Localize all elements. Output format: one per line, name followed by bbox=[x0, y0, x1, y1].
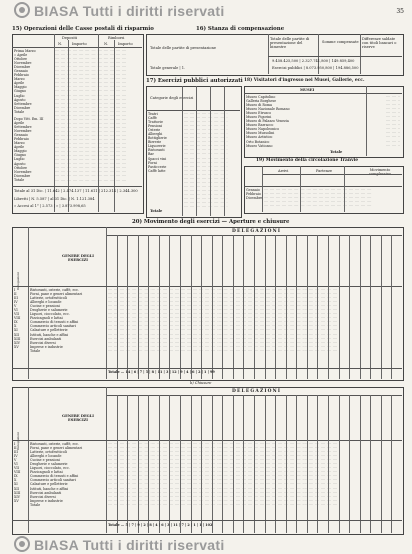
sec17-row: Pensioni bbox=[148, 124, 163, 129]
sec15-month-row: Marzo bbox=[14, 141, 25, 146]
sec20b-total: Totale ... 5 | 7 | 9 | 2 | 8 | 4 | 6 | 3 | 11 | 7 | 2 | 1 | 1 | 102 bbox=[108, 523, 213, 527]
sec15-month-row: Dopo Vitt. Em. III bbox=[14, 117, 44, 121]
biasa-logo-icon bbox=[14, 2, 30, 18]
sec17-row: Forni bbox=[148, 160, 157, 165]
sec15-accesi: » Accesi al 1° | 2.573 | » | 3.873.998,65 bbox=[14, 204, 86, 208]
sec17-row: Caffè bbox=[148, 116, 157, 121]
sec18-row: Museo Vaticano bbox=[246, 143, 273, 148]
sec15-month-row: Aprile bbox=[14, 121, 25, 126]
sec15-month-row: Settembre bbox=[14, 101, 32, 106]
sec20a-deleg: DELEGAZIONI bbox=[232, 229, 282, 234]
sec15-months-b bbox=[14, 117, 54, 183]
sec15-month-row: Dicembre bbox=[14, 65, 31, 70]
watermark-top bbox=[14, 2, 225, 19]
sec15-month-row: Luglio bbox=[14, 93, 25, 98]
sec20b-row: Imprese e industrie bbox=[30, 498, 63, 503]
sec20b-roman-row: VII bbox=[14, 466, 19, 471]
sec20b-row: Pizzicagnoli e lattai bbox=[30, 470, 63, 475]
sec18-row: Museo Mussolini bbox=[246, 131, 275, 136]
sec15-months-a bbox=[14, 49, 54, 115]
sec16-row2: Totale generale | 1. bbox=[150, 66, 186, 70]
sec16-col3: Differenze saldate con titoli bancari o riserve bbox=[362, 37, 397, 49]
sec17-row: Caffè latte bbox=[148, 168, 166, 173]
sec20a-genere: GENERE DEGLI ESERCIZI bbox=[62, 254, 94, 262]
sec15-month-row: Aprile bbox=[14, 81, 25, 86]
sec20b-roman bbox=[14, 442, 28, 508]
sec20b-roman-row: XIV bbox=[14, 494, 21, 499]
sec20b-row: Esercizi diversi bbox=[30, 494, 56, 499]
sec20a-row: Commercio articoli sanitari bbox=[30, 324, 76, 329]
sec20b-row: Forni, pane e generi alimentari bbox=[30, 446, 83, 451]
sec15-month-row: Febbraio bbox=[14, 137, 29, 142]
sec17-row: Pasticcerie bbox=[148, 164, 167, 169]
sec20b-row: Calzature e pelletterie bbox=[30, 482, 68, 487]
sec20a-row: Alberghi e locande bbox=[30, 300, 62, 305]
watermark-text: BIASA Tutti i diritti riservati bbox=[34, 3, 225, 19]
page-number: 35 bbox=[396, 8, 404, 15]
sec20b-roman-row: IX bbox=[14, 474, 18, 479]
sec18-row: Museo Nazionale Romano bbox=[246, 107, 290, 112]
sec20a-row: Commercio di tessuti e affini bbox=[30, 320, 79, 325]
sec20b-roman-row: VIII bbox=[14, 470, 21, 475]
sec20b-row: Alberghi e locande bbox=[30, 454, 62, 459]
sec15-month-row: Luglio bbox=[14, 157, 25, 162]
sec15-month-row: Settembre bbox=[14, 125, 32, 130]
sec17-row: Alberghi bbox=[148, 132, 163, 137]
sec18-row: Orto Botanico bbox=[246, 139, 270, 144]
sec18-row: Museo Pigorini bbox=[246, 115, 272, 120]
sec20a-roman-row: IV bbox=[14, 300, 18, 305]
sec20a-roman bbox=[14, 288, 28, 354]
sec15-month-row: Novembre bbox=[14, 169, 32, 174]
sec17-row: Trattorie bbox=[148, 120, 163, 125]
sec15-month-row: Ottobre bbox=[14, 57, 27, 62]
section-17-title: 17) Esercizi pubblici autorizzati bbox=[146, 78, 243, 84]
sec15-month-row: Maggio bbox=[14, 149, 27, 154]
sec20b-row: Esercizi ambulanti bbox=[30, 490, 62, 495]
sec15-month-row: Agosto bbox=[14, 161, 26, 166]
sec20a-row: Istituti, banche e affini bbox=[30, 332, 69, 337]
sec15-month-row: Novembre bbox=[14, 61, 32, 66]
sec20b-roman-row: XI bbox=[14, 482, 18, 487]
sec19-row: Dicembre bbox=[246, 196, 262, 201]
sec18-figures: ···· ···· ·· ···· ···· ·· ···· ···· ·· ···· ···· ·· ···· ···· ·· ···· ···· ·· ···· ···· ·· ···· ···· ·· ···· ···· ·· ···· ···· ·· ···· ···· ·· ···· ···· ·· ···· ···· ·· bbox=[385, 95, 400, 148]
sec20b-row: Cucine e pensioni bbox=[30, 458, 60, 463]
sec20b-row: Drogherie e salumerie bbox=[30, 462, 68, 467]
sec20a-roman-row: VII bbox=[14, 312, 19, 317]
sec20a-roman-row: XI bbox=[14, 328, 18, 333]
sec15-month-row: » Aprile bbox=[14, 53, 28, 58]
sec15-month-row: Ottobre bbox=[14, 165, 27, 170]
deposits-header: Depositi bbox=[62, 36, 78, 40]
sec20b-row: Commercio di tessuti e affini bbox=[30, 474, 79, 479]
sec20b-row: Ristoranti, osterie, caffè, ecc. bbox=[30, 442, 80, 446]
sec15-month-row: Aprile bbox=[14, 145, 25, 150]
sec20a-row: Esercizi ambulanti bbox=[30, 336, 62, 341]
sec20b-roman-row: V bbox=[14, 458, 17, 463]
sec17-row: Bar bbox=[148, 152, 154, 157]
sec16-col2: Somme compensate bbox=[322, 40, 359, 44]
sec20a-roman-row: III bbox=[14, 296, 18, 301]
sec20b-roman-row: I bbox=[14, 442, 16, 446]
sec15-month-row: Agosto bbox=[14, 97, 26, 102]
sec20a-row: Liquori, cioccolato, ecc. bbox=[30, 312, 70, 317]
sec17-row: Liquorerie bbox=[148, 144, 166, 149]
sec20a-roman-row: IX bbox=[14, 320, 18, 325]
sec18-row: Museo Napoleonico bbox=[246, 127, 280, 132]
section-16-title: 16) Stanza di compensazione bbox=[196, 26, 285, 32]
sec19-row: Febbraio bbox=[246, 192, 261, 197]
sec15-month-row: Gennaio bbox=[14, 133, 28, 138]
section-18-title: 18) Visitatori d'ingresso nei Musei, Gallerie, ecc. bbox=[244, 78, 365, 83]
sec20a-figures: ···· ···· ···· ···· ···· ···· ···· ···· ···· ···· ···· ···· ···· ···· ···· ···· ···· ···· ···· ···· ···· ···· ···· ···· ···· ···· ···· ···· ···· ···· ···· ···· ···· ···· ···· ···· ···· ···· ···· ···· ···· ···· ···· ···· ···· ···· ···· ···· ···· ···· ···· ···· ···· ···· ···· ···· ···· ···· ···· ···· ···· ···· ···· ···· ···· ···· ···· ···· ···· ···· ···· ···· ···· ···· ···· ···· ···· ···· ···· ···· ···· ···· ···· ···· ···· ···· ···· ···· ···· ···· ···· ···· ···· ···· ···· ···· ···· ···· ···· ···· ···· ···· ···· ···· ···· ···· ···· ···· ···· ···· ···· ···· ···· ···· ···· ···· ···· ···· ···· ···· ···· ···· ···· ···· ···· ···· ···· ···· ···· ···· ···· ···· ···· ···· ···· ···· ···· ···· ···· ···· ···· ···· ···· ···· ···· ···· ···· ···· ···· ···· ···· ···· ···· ···· ···· ···· ···· ···· ···· ···· ···· ···· ···· ···· ···· ···· ···· ···· ···· ···· ···· ···· ···· ···· ···· ···· ···· ···· ···· ···· ···· ···· ···· ···· ···· ···· ···· ···· ···· ···· ···· ···· ···· ···· ···· ···· ···· ···· ···· ···· ···· ···· ···· ···· ···· ···· ···· ···· ···· ···· ···· ···· ···· ···· ···· ···· ···· ···· ···· ···· ···· ···· ···· ···· ···· ···· ···· ···· ···· ···· ···· ···· ···· ···· ···· ···· ···· ···· ···· ···· ···· ···· ···· ···· ···· ···· ···· ···· ···· ···· ···· ···· ···· ···· ···· ···· ···· ···· ···· ···· ···· ···· ···· ···· ···· ···· ···· ···· ···· ···· ···· ···· ···· ···· ···· ···· ···· ···· ···· ···· ···· ···· ···· ···· ···· ···· ···· ···· ···· ···· ···· ···· ···· ···· ···· ···· ···· ···· ···· ···· ···· ···· ···· ···· ···· ···· ···· ···· ···· ···· ···· ···· ···· ···· ···· ···· ···· ···· ···· ···· ···· ···· ···· ···· ···· ···· ···· ···· ···· ···· ···· ···· ···· ···· ···· ···· ···· ···· ···· ···· ···· ···· ···· ···· ···· ···· ···· ···· ···· ···· ···· ···· ···· ···· ···· ···· ···· ···· ···· ···· ···· ···· ···· ···· ···· ···· ···· ···· ···· ···· ···· ···· ···· ···· ···· ···· ···· ···· ···· ···· ···· ···· ···· ···· ···· ···· ···· ···· ···· ···· ···· ···· ···· ···· ···· ···· ···· ···· ···· ···· ···· ···· ···· ···· ···· ···· ···· ···· ···· ···· ···· ···· ···· ···· ···· ···· ···· ···· ···· ···· ···· ···· ···· ···· ···· ···· ···· ···· ···· ···· ···· ···· ···· ···· ···· ···· ···· ···· ···· ···· ···· ···· ···· ···· ···· ···· ···· ···· ···· ···· ···· ···· ···· ···· ···· ···· ···· ···· ···· ···· ···· ···· ···· ···· ···· ···· ···· ···· ···· ···· ···· ···· ···· ···· ···· ···· ···· ···· ···· ···· ···· ···· ···· ···· ···· ···· ···· ···· ···· ···· ···· ···· ···· ···· ···· ···· ···· ···· ···· ···· ···· ···· ···· ···· ···· ···· ···· ···· ···· ···· ···· ···· ···· ···· ···· ···· ···· ···· ···· ···· ···· ···· ···· ···· ···· ···· ···· ···· ···· ···· ···· ···· ···· ···· ···· ···· ···· ···· ···· ···· ···· ···· ···· ···· ···· ···· ···· ···· ···· ···· ···· ···· ···· ···· ···· ···· ···· ···· ···· ···· ···· ···· ···· ···· ···· ···· ···· ···· ···· ···· ···· ···· ···· ···· ···· ···· ···· ···· ···· ···· ···· ···· ···· ···· ···· ···· ···· ···· ···· ···· ···· ···· ···· ···· ···· ···· ···· ···· ···· ···· ···· ···· ···· ···· ···· ···· ···· ···· bbox=[108, 288, 337, 353]
sec15-final-row: Totale al 31 Dic. | 11.642 | 2.474.137 | 11.611 | 212.314 | 2.344.300 bbox=[14, 189, 138, 193]
sec20a-row: Forni, pane e generi alimentari bbox=[30, 292, 83, 297]
section-15-title: 15) Operazioni delle Casse postali di risparmio bbox=[12, 26, 154, 32]
sec17-total: Totale bbox=[150, 209, 163, 213]
sec20a-roman-row: VIII bbox=[14, 316, 21, 321]
sec18-row: Museo Barracco bbox=[246, 123, 274, 128]
sec20b-row: Commercio articoli sanitari bbox=[30, 478, 76, 483]
sec20b-roman-row: XII bbox=[14, 486, 19, 491]
sec20b-row: Istituti, banche e affini bbox=[30, 486, 69, 491]
sec16-col1: Totale delle partite di presentazione del bimestre bbox=[270, 37, 310, 49]
sec20b-roman-row: X bbox=[14, 478, 17, 483]
watermark-bottom bbox=[14, 536, 225, 553]
sec15-month-row: Prima Marzo bbox=[14, 49, 36, 53]
sec20a-row: Cucine e pensioni bbox=[30, 304, 60, 309]
sec20a-rows bbox=[30, 288, 106, 354]
sec20b-roman-row: III bbox=[14, 450, 18, 455]
sec20a-row: Totale bbox=[30, 348, 41, 353]
sec15-month-row: Totale bbox=[14, 177, 25, 182]
sec18-row: Museo di Palazzo Venezia bbox=[246, 119, 289, 124]
sec18-row: Museo Capitolino bbox=[246, 95, 276, 99]
sec18-row: Museo di Roma bbox=[246, 103, 272, 108]
sec19-rows bbox=[246, 188, 262, 210]
sec20a-row: Latterie, ortofrutticoli bbox=[30, 296, 67, 301]
sec17-row: Osterie bbox=[148, 128, 161, 133]
sec19-figures: ···· ···· ···· ···· ···· ···· ···· ···· ···· ···· ···· ···· ···· ···· ···· ···· ···· ···· ···· ···· ···· ···· ···· ···· ···· ···· ···· ···· ···· ···· ···· ···· ···· ···· ···· ···· ···· ···· ···· ···· ···· ···· ···· ···· ···· ···· ···· ···· ···· ···· ···· ···· ···· ···· ···· ···· ···· ···· ···· ···· ···· ···· ···· ···· ···· ···· ···· ···· ···· ···· ···· ···· ···· ···· ···· ···· ···· ···· ···· ···· ···· ···· ···· ···· ···· ···· ···· ···· ···· ···· bbox=[264, 188, 372, 209]
section-19-title: 19) Movimento della circolazione Tranvie bbox=[256, 158, 359, 163]
sec19-col-c: Movimento complessivo bbox=[368, 168, 392, 176]
sec20b-rows bbox=[30, 442, 106, 508]
sec20a-row: Calzature e pelletterie bbox=[30, 328, 68, 333]
sec16-row3: Esercizi pubblici | 8.073.950,800 | 194.886,500 bbox=[272, 66, 359, 70]
sec15-month-row: Gennaio bbox=[14, 69, 28, 74]
sec18-rows bbox=[246, 95, 364, 149]
sec15-month-row: Totale bbox=[14, 109, 25, 114]
sec17-row: Bottiglierie bbox=[148, 136, 167, 141]
sec20b-side-label: Delegazioni bbox=[16, 432, 20, 450]
sec20a-roman-row: X bbox=[14, 324, 17, 329]
sec15-month-row: Giugno bbox=[14, 89, 27, 94]
sec20a-roman-row: VI bbox=[14, 308, 18, 313]
sec15-month-row: Dicembre bbox=[14, 105, 31, 110]
sec15-month-row: Marzo bbox=[14, 77, 25, 82]
sec20b-roman-row: XV bbox=[14, 498, 19, 503]
sec16-text-left: Totale delle partite di presentazione bbox=[150, 46, 217, 50]
sec20b-roman-row: VI bbox=[14, 462, 18, 467]
sec20b-figures: ···· ···· ···· ···· ···· ···· ···· ···· ···· ···· ···· ···· ···· ···· ···· ···· ···· ···· ···· ···· ···· ···· ···· ···· ···· ···· ···· ···· ···· ···· ···· ···· ···· ···· ···· ···· ···· ···· ···· ···· ···· ···· ···· ···· ···· ···· ···· ···· ···· ···· ···· ···· ···· ···· ···· ···· ···· ···· ···· ···· ···· ···· ···· ···· ···· ···· ···· ···· ···· ···· ···· ···· ···· ···· ···· ···· ···· ···· ···· ···· ···· ···· ···· ···· ···· ···· ···· ···· ···· ···· ···· ···· ···· ···· ···· ···· ···· ···· ···· ···· ···· ···· ···· ···· ···· ···· ···· ···· ···· ···· ···· ···· ···· ···· ···· ···· ···· ···· ···· ···· ···· ···· ···· ···· ···· ···· ···· ···· ···· ···· ···· ···· ···· ···· ···· ···· ···· ···· ···· ···· ···· ···· ···· ···· ···· ···· ···· ···· ···· ···· ···· ···· ···· ···· ···· ···· ···· ···· ···· ···· ···· ···· ···· ···· ···· ···· ···· ···· ···· ···· ···· ···· ···· ···· ···· ···· ···· ···· ···· ···· ···· ···· ···· ···· ···· ···· ···· ···· ···· ···· ···· ···· ···· ···· ···· ···· ···· ···· ···· ···· ···· ···· ···· ···· ···· ···· ···· ···· ···· ···· ···· ···· ···· ···· ···· ···· ···· ···· ···· ···· ···· ···· ···· ···· ···· ···· ···· ···· ···· ···· ···· ···· ···· ···· ···· ···· ···· ···· ···· ···· ···· ···· ···· ···· ···· ···· ···· ···· ···· ···· ···· ···· ···· ···· ···· ···· ···· ···· ···· ···· ···· ···· ···· ···· ···· ···· ···· ···· ···· ···· ···· ···· ···· ···· ···· ···· ···· ···· ···· ···· ···· ···· ···· ···· ···· ···· ···· ···· ···· ···· ···· ···· ···· ···· ···· ···· ···· ···· ···· ···· ···· ···· ···· ···· ···· ···· ···· ···· ···· ···· ···· ···· ···· ···· ···· ···· ···· ···· ···· ···· ···· ···· ···· ···· ···· ···· ···· ···· ···· ···· ···· ···· ···· ···· ···· ···· ···· ···· ···· ···· ···· ···· ···· ···· ···· ···· ···· ···· ···· ···· ···· ···· ···· ···· ···· ···· ···· ···· ···· ···· ···· ···· ···· ···· ···· ···· ···· ···· ···· ···· ···· ···· ···· ···· ···· ···· ···· ···· ···· ···· ···· ···· ···· ···· ···· ···· ···· ···· ···· ···· ···· ···· ···· ···· ···· ···· ···· ···· ···· ···· ···· ···· ···· ···· ···· ···· ···· ···· ···· ···· ···· ···· ···· ···· ···· ···· ···· ···· ···· ···· ···· ···· ···· ···· ···· ···· ···· ···· ···· ···· ···· ···· ···· ···· ···· ···· ···· ···· ···· ···· ···· ···· ···· ···· ···· ···· ···· ···· ···· ···· ···· ···· ···· ···· ···· ···· ···· ···· ···· ···· ···· ···· ···· ···· ···· ···· ···· ···· ···· ···· ···· ···· ···· ···· ···· ···· ···· ···· ···· ···· ···· ···· ···· ···· ···· ···· ···· ···· ···· ···· ···· ···· ···· ···· ···· ···· ···· ···· ···· ···· ···· ···· ···· ···· ···· ···· ···· ···· ···· ···· ···· ···· ···· ···· ···· ···· ···· ···· ···· ···· ···· ···· ···· ···· ···· ···· ···· ···· ···· ···· ···· ···· ···· ···· ···· ···· ···· ···· ···· ···· ···· ···· ···· ···· ···· ···· ···· ···· ···· ···· ···· ···· ···· ···· ···· ···· ···· ···· ···· ···· ···· ···· ···· ···· ···· ···· ···· ···· ···· ···· ···· ···· ···· ···· ···· ···· ···· ···· ···· ···· ···· ···· ···· ···· ···· ···· ···· ···· ···· ···· ···· ···· ···· ···· ···· ···· ···· ···· ···· ···· ···· ···· ···· ···· ···· ···· ···· ···· bbox=[108, 442, 337, 507]
sec17-col-hdr: Categorie degli esercizi bbox=[150, 96, 194, 100]
sec20b-sub: b) Chiusure bbox=[190, 381, 212, 385]
sec15-libretti: Libretti | N. 5.587 | al 31 Dic. | N. 1.121.384 bbox=[14, 197, 95, 201]
col-amount-header: Importo bbox=[72, 42, 87, 46]
sec17-row: Teatri bbox=[148, 112, 158, 116]
sec15-month-row: Giugno bbox=[14, 153, 27, 158]
sec19-row: Gennaio bbox=[246, 188, 260, 192]
sec15-figures: ···· ···· ···· ···· ···· ···· ···· ···· ···· ···· ···· ···· ···· ···· ···· ···· ···· ···· ···· ···· ···· ···· ···· ···· ···· ···· ···· ···· ···· ···· ···· ···· ···· ···· ···· ···· ···· ···· ···· ···· ···· ···· ···· ···· ···· ···· ···· ···· ···· ···· ···· ···· ···· ···· ···· ···· ···· ···· ···· ···· ···· ···· ···· ···· ···· ···· ···· ···· ···· ···· ···· ···· ···· ···· ···· ···· ···· ···· ···· ···· ···· ···· ···· ···· ···· ···· ···· ···· ···· ···· ···· ···· ···· ···· ···· ···· ···· ···· ···· ···· ···· ···· ···· ···· ···· ···· ···· ···· ···· ···· ···· ···· ···· ···· ···· ···· ···· ···· ···· ···· ···· ···· ···· ···· ···· ···· ···· ···· ···· ···· ···· ···· ···· ···· ···· ···· ···· ···· ···· ···· ···· ···· ···· ···· ···· ···· ···· ···· ···· ···· ···· ···· ···· ···· ···· ···· ···· ···· ···· ···· ···· ···· ···· ···· ···· ···· ···· ···· ···· ···· ···· ···· ···· ···· ···· ···· ···· ···· ···· ···· ···· ···· ···· ···· ···· ···· ···· ···· ···· ···· ···· ···· ···· ···· ···· ···· ···· ···· ···· ···· ···· ···· ···· ···· ···· ···· ···· ···· ···· ···· ···· ···· ···· ···· ···· ···· ···· ···· ···· ···· ···· ···· ···· ···· ···· ···· ···· ···· ···· ···· ···· ···· ···· ···· ···· ···· ···· ···· ···· ···· ···· ···· ···· ···· ···· ···· ···· ···· ···· ···· ···· ···· ···· ···· ···· ···· ···· ···· ···· ···· ···· ···· ···· ···· ···· ···· ···· ···· ···· ···· ···· ···· ···· ···· ···· ···· ···· ···· ···· ···· ···· ···· ···· ···· ···· ···· ···· ···· ···· ···· ···· ···· ···· ···· ···· ···· ···· ···· ···· ···· ···· ···· ···· ···· ···· ···· ···· ···· ···· ···· ···· ···· ···· ···· ···· ···· ···· ···· ···· ···· ···· ···· ···· ···· ···· ···· ···· ···· ···· ···· ···· ···· ···· ···· ···· ···· ···· ···· ···· ···· ···· ···· ···· ···· ···· ···· ···· ···· ···· ···· ···· ···· ···· ···· ···· ···· ···· ···· ···· ···· ···· ···· ···· ···· ···· ···· ···· ···· ···· ···· ···· ···· ···· ···· ···· ···· ···· ···· ···· ···· ···· ···· ···· ···· ···· ···· ···· ···· ···· ···· ···· ···· ···· ···· ···· ···· bbox=[55, 49, 126, 183]
sec17-row: Ristoranti bbox=[148, 148, 165, 153]
sec20a-row: Esercizi diversi bbox=[30, 340, 56, 345]
sec17-rows bbox=[148, 112, 182, 208]
sec18-row: Galleria Borghese bbox=[246, 99, 277, 104]
sec20b-row: Liquori, cioccolato, ecc. bbox=[30, 466, 70, 471]
sec20a-row: Imprese e industrie bbox=[30, 344, 63, 349]
sec20b-deleg: DELEGAZIONI bbox=[232, 389, 282, 394]
sec20b-row: Totale bbox=[30, 502, 41, 507]
sec20a-roman-row: XV bbox=[14, 344, 19, 349]
sec17-figures: ···· ···· ···· ···· ···· ···· ···· · ···· ···· ···· ···· ···· ···· ···· · ···· ···· ···· ···· ···· ···· ···· · ···· ···· ···· ···· ···· ···· ···· · ···· ···· ···· ···· ···· ···· ···· · ···· ···· ···· ···· ···· ···· ···· · ···· ···· ···· ···· ···· ···· ···· · ···· ···· ···· ···· ···· ···· ···· · ···· ···· ···· ···· ···· ···· ···· · ···· ···· ···· ···· ···· ···· ···· · ···· ···· ···· ···· ···· ···· ···· · ···· ···· ···· ···· ···· ···· ···· · ···· ···· ···· ···· ···· ···· ···· · ···· ···· ···· ···· ···· ···· ···· · ···· ···· ···· ···· ···· ···· ···· · ···· ···· ···· ···· ···· ···· ···· · ···· ···· ···· ···· ···· ···· ···· · ···· ···· ···· ···· ···· ···· ···· · ···· ···· ···· ···· ···· ···· ···· · ···· ···· ···· ···· ···· ···· ···· · ···· ···· ···· ···· ···· ···· ···· · ···· ···· ···· ···· ···· ···· ···· · ···· ···· ···· ···· ···· ···· ···· · ···· ···· ···· ···· ···· ···· ···· · bbox=[184, 112, 228, 208]
sec19-col-a: Arrivi bbox=[278, 169, 289, 173]
col-amount-header: Importo bbox=[118, 42, 133, 46]
refunds-header: Rimborsi bbox=[108, 36, 125, 40]
sec20a-roman-row: I bbox=[14, 288, 16, 292]
sec20a-side-label: Delegazioni bbox=[16, 272, 20, 290]
sec15-month-row: Maggio bbox=[14, 85, 27, 90]
sec18-row: Museo Etrusco bbox=[246, 111, 272, 116]
sec19-col-b: Partenze bbox=[316, 169, 333, 173]
sec17-row: Spacci vini bbox=[148, 156, 167, 161]
sec20a-row: Drogherie e salumerie bbox=[30, 308, 68, 313]
sec20a-roman-row: XIV bbox=[14, 340, 21, 345]
sec15-month-row: Febbraio bbox=[14, 73, 29, 78]
biasa-logo-icon bbox=[14, 536, 30, 552]
sec18-total: Totale bbox=[330, 150, 343, 154]
col-n-header: N. bbox=[58, 42, 63, 46]
watermark-text: BIASA Tutti i diritti riservati bbox=[34, 537, 225, 553]
sec15-month-row: Dicembre bbox=[14, 173, 31, 178]
sec16-row1: 9.458.425,500 | 2.327.741,800 | 149.859,400 bbox=[272, 59, 355, 63]
sec18-col-hdr: MUSEI bbox=[300, 88, 315, 92]
sec20a-row: Ristoranti, osterie, caffè, ecc. bbox=[30, 288, 80, 292]
sec20a-roman-row: V bbox=[14, 304, 17, 309]
sec20b-row: Latterie, ortofrutticoli bbox=[30, 450, 67, 455]
sec20b-roman-row: XIII bbox=[14, 490, 21, 495]
sec18-row: Museo Artistico bbox=[246, 135, 273, 140]
sec20b-roman-row: IV bbox=[14, 454, 18, 459]
sec20b-genere: GENERE DEGLI ESERCIZI bbox=[62, 414, 94, 422]
sec15-month-row: Novembre bbox=[14, 129, 32, 134]
sec20a-roman-row: XII bbox=[14, 332, 19, 337]
sec20b-roman-row: II bbox=[14, 446, 17, 451]
col-n-header: N. bbox=[104, 42, 109, 46]
sec17-row: Birrerie bbox=[148, 140, 162, 145]
sec20a-row: Pizzicagnoli e lattai bbox=[30, 316, 63, 321]
section-20-title: 20) Movimento degli esercizi — Aperture e chiusure bbox=[132, 219, 290, 225]
sec20a-total: Totale ... 14 | 6 | 7 | 5 | 8 | 11 | 3 | 12 | 9 | 4 | 6 | 2 | 1 | 99 bbox=[108, 370, 215, 374]
sec20a-roman-row: II bbox=[14, 292, 17, 297]
sec20a-roman-row: XIII bbox=[14, 336, 21, 341]
